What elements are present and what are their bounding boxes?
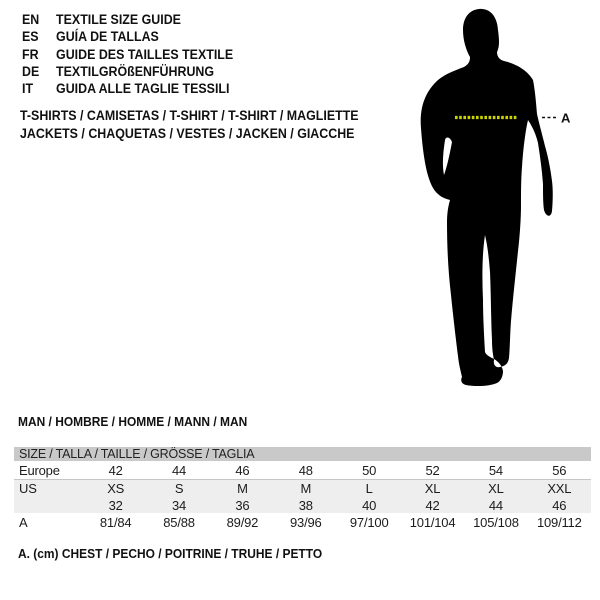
us-size-band (14, 479, 591, 513)
language-row-it (22, 80, 233, 97)
table-row-europe (14, 461, 591, 479)
table-row-chest (14, 513, 591, 531)
table-cell: 56 (552, 462, 567, 478)
language-code: IT (22, 81, 34, 97)
language-label: TEXTILE SIZE GUIDE (56, 12, 181, 27)
table-cell: S (174, 481, 184, 496)
category-line-tshirts: T-SHIRTS / CAMISETAS / T-SHIRT / T-SHIRT / MAGLIETTE (20, 108, 359, 123)
man-silhouette-figure (400, 0, 600, 400)
table-cell: 36 (235, 497, 250, 513)
table-cell: 50 (362, 462, 377, 478)
table-cell: 40 (362, 497, 377, 513)
section-title-man: MAN / HOMBRE / HOMME / MANN / MAN (18, 414, 248, 429)
table-cell: 97/100 (349, 514, 389, 530)
measure-label-a: A (561, 110, 571, 126)
language-row-es (22, 28, 233, 45)
table-cell: XL (488, 481, 504, 496)
row-label: US (19, 481, 37, 496)
table-cell: 105/108 (473, 514, 519, 530)
category-lines (20, 107, 359, 142)
table-cell: 101/104 (409, 514, 456, 530)
table-cell: 42 (108, 462, 123, 478)
table-cell: XL (424, 481, 441, 496)
table-row-us (14, 480, 591, 497)
measurement-footnote: A. (cm) CHEST / PECHO / POITRINE / TRUHE / PETTO (18, 546, 323, 561)
table-cell: M (237, 481, 248, 496)
man-silhouette (421, 9, 553, 386)
language-code: FR (22, 46, 39, 62)
table-cell: 89/92 (226, 514, 259, 530)
table-cell: 85/88 (163, 514, 195, 530)
language-row-en (22, 11, 233, 28)
row-label: Europe (19, 462, 60, 478)
table-cell: L (365, 481, 373, 496)
table-cell: 46 (235, 462, 250, 478)
language-list (22, 11, 233, 97)
table-cell: M (300, 481, 312, 496)
table-cell: XXL (547, 481, 572, 496)
language-code: EN (22, 12, 40, 27)
size-table (14, 447, 591, 531)
table-cell: 48 (298, 462, 313, 478)
language-label: GUIDE DES TAILLES TEXTILE (56, 46, 234, 62)
table-cell: 44 (488, 497, 503, 513)
table-cell: 109/112 (536, 514, 582, 530)
language-label: GUIDA ALLE TAGLIE TESSILI (56, 81, 230, 97)
category-line-jackets: JACKETS / CHAQUETAS / VESTES / JACKEN / GIACCHE (20, 125, 355, 141)
table-cell: 42 (425, 497, 440, 513)
language-label: GUÍA DE TALLAS (56, 29, 159, 45)
language-row-fr (22, 46, 233, 63)
table-cell: 34 (172, 497, 187, 513)
language-label: TEXTILGRÖßENFÜHRUNG (56, 63, 215, 79)
table-cell: 32 (108, 497, 123, 513)
table-cell: 81/84 (99, 514, 132, 530)
table-cell: 93/96 (290, 514, 322, 530)
table-cell: 46 (552, 497, 567, 513)
table-cell: 54 (488, 462, 503, 478)
table-cell: 52 (425, 462, 440, 478)
language-code: ES (22, 29, 39, 45)
language-row-de (22, 63, 233, 80)
table-row-us-numeric (14, 497, 591, 513)
size-table-header: SIZE / TALLA / TAILLE / GRÖSSE / TAGLIA (14, 447, 591, 461)
language-code: DE (22, 63, 40, 79)
table-cell: XS (107, 481, 125, 496)
row-label: A (19, 514, 28, 530)
table-cell: 44 (172, 462, 187, 478)
table-cell: 38 (298, 497, 313, 513)
